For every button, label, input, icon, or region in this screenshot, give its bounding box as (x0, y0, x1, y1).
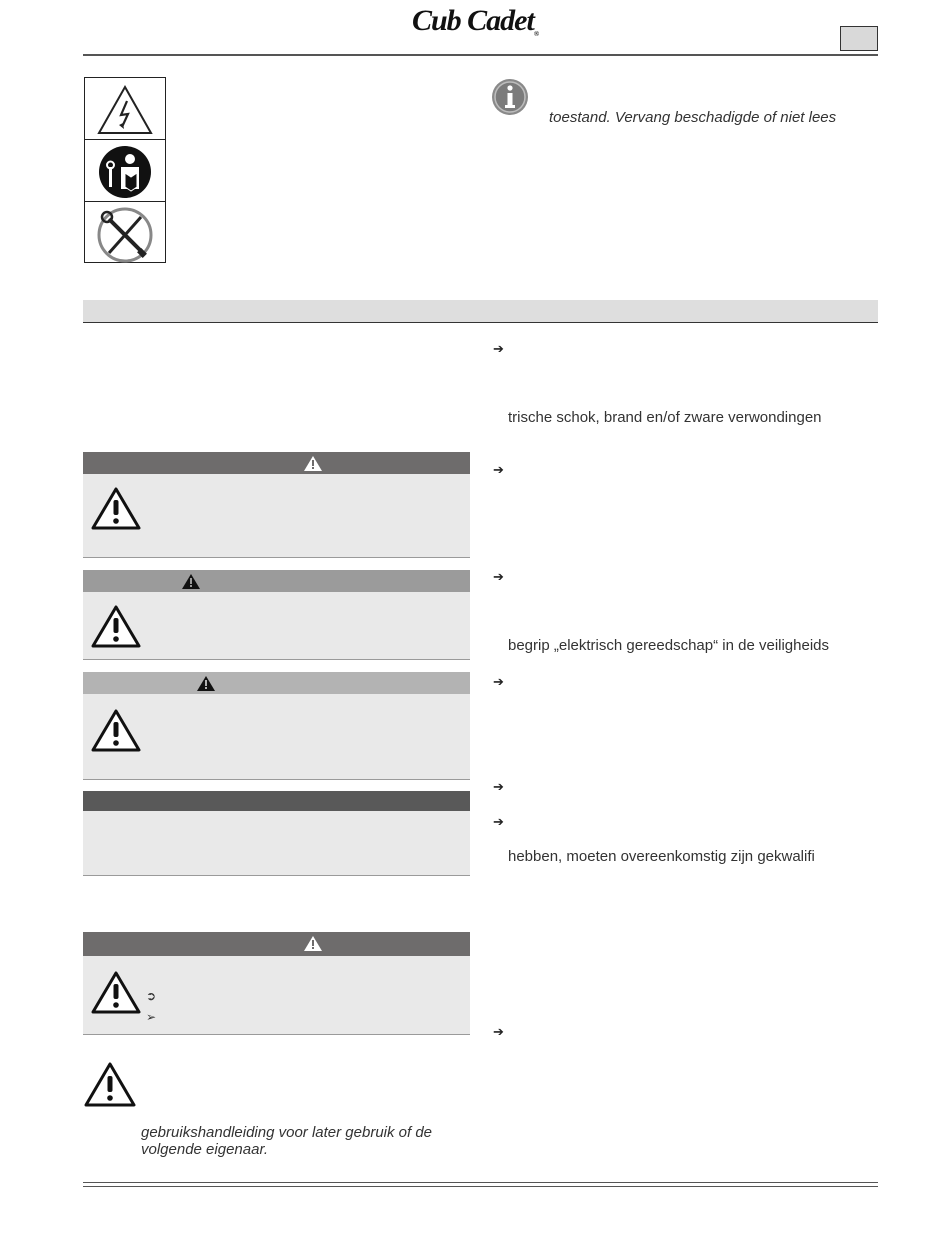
right-text-line: trische schok, brand en/of zware verwondingen (508, 409, 822, 426)
header-divider (83, 54, 878, 56)
notice-box-header (83, 791, 470, 811)
warning-triangle-icon (91, 708, 141, 752)
info-icon (491, 78, 529, 116)
warning-triangle-icon (84, 1061, 136, 1107)
no-tools-icon (95, 205, 155, 263)
warning-triangle-icon (91, 604, 141, 648)
info-note-text: toestand. Vervang beschadigde of niet lees (549, 109, 837, 126)
arrow-bullet: ➔ (493, 814, 504, 829)
brand-logo (0, 4, 950, 38)
warning-box-warning (83, 570, 470, 660)
safety-symbols-panel (84, 77, 166, 263)
warning-triangle-icon (196, 675, 216, 692)
warning-box-header (83, 932, 470, 956)
list-glyph-action: ➲ (146, 989, 157, 1003)
list-glyph-result: ➢ (146, 1010, 157, 1024)
right-text-line: begrip „elektrisch gereedschap“ in de veiligheids (508, 637, 830, 654)
warning-triangle-icon (303, 935, 323, 952)
page-marker-box (840, 26, 878, 51)
warning-box-header (83, 452, 470, 474)
warning-triangle-icon (181, 573, 201, 590)
warning-box-header (83, 570, 470, 592)
symbol-cell-manual (85, 140, 165, 202)
registered-mark: ® (533, 30, 539, 38)
footer-divider (83, 1182, 878, 1183)
arrow-bullet: ➔ (493, 1024, 504, 1039)
warning-box-danger (83, 452, 470, 558)
brand-logo-text: Cub Cadet (411, 4, 534, 37)
notice-box (83, 791, 470, 876)
footer-divider (83, 1186, 878, 1187)
arrow-bullet: ➔ (493, 569, 504, 584)
warning-triangle-icon (91, 970, 141, 1014)
arrow-bullet: ➔ (493, 462, 504, 477)
warning-triangle-icon (303, 455, 323, 472)
arrow-bullet: ➔ (493, 674, 504, 689)
symbol-cell-no-tools (85, 202, 165, 263)
arrow-bullet: ➔ (493, 779, 504, 794)
section-header-bar (83, 300, 878, 323)
warning-box-instructions (83, 932, 470, 1035)
warning-box-header (83, 672, 470, 694)
warning-box-caution (83, 672, 470, 780)
read-manual-icon (95, 143, 155, 199)
warning-triangle-icon (91, 486, 141, 530)
electric-shock-warning-icon (95, 81, 155, 137)
right-text-line: hebben, moeten overeenkomstig zijn gekwalifi (508, 848, 815, 865)
bottom-note-line: volgende eigenaar. (141, 1141, 269, 1158)
arrow-bullet: ➔ (493, 341, 504, 356)
bottom-note-line: gebruikshandleiding voor later gebruik of de (141, 1124, 433, 1141)
symbol-cell-electric (85, 78, 165, 140)
